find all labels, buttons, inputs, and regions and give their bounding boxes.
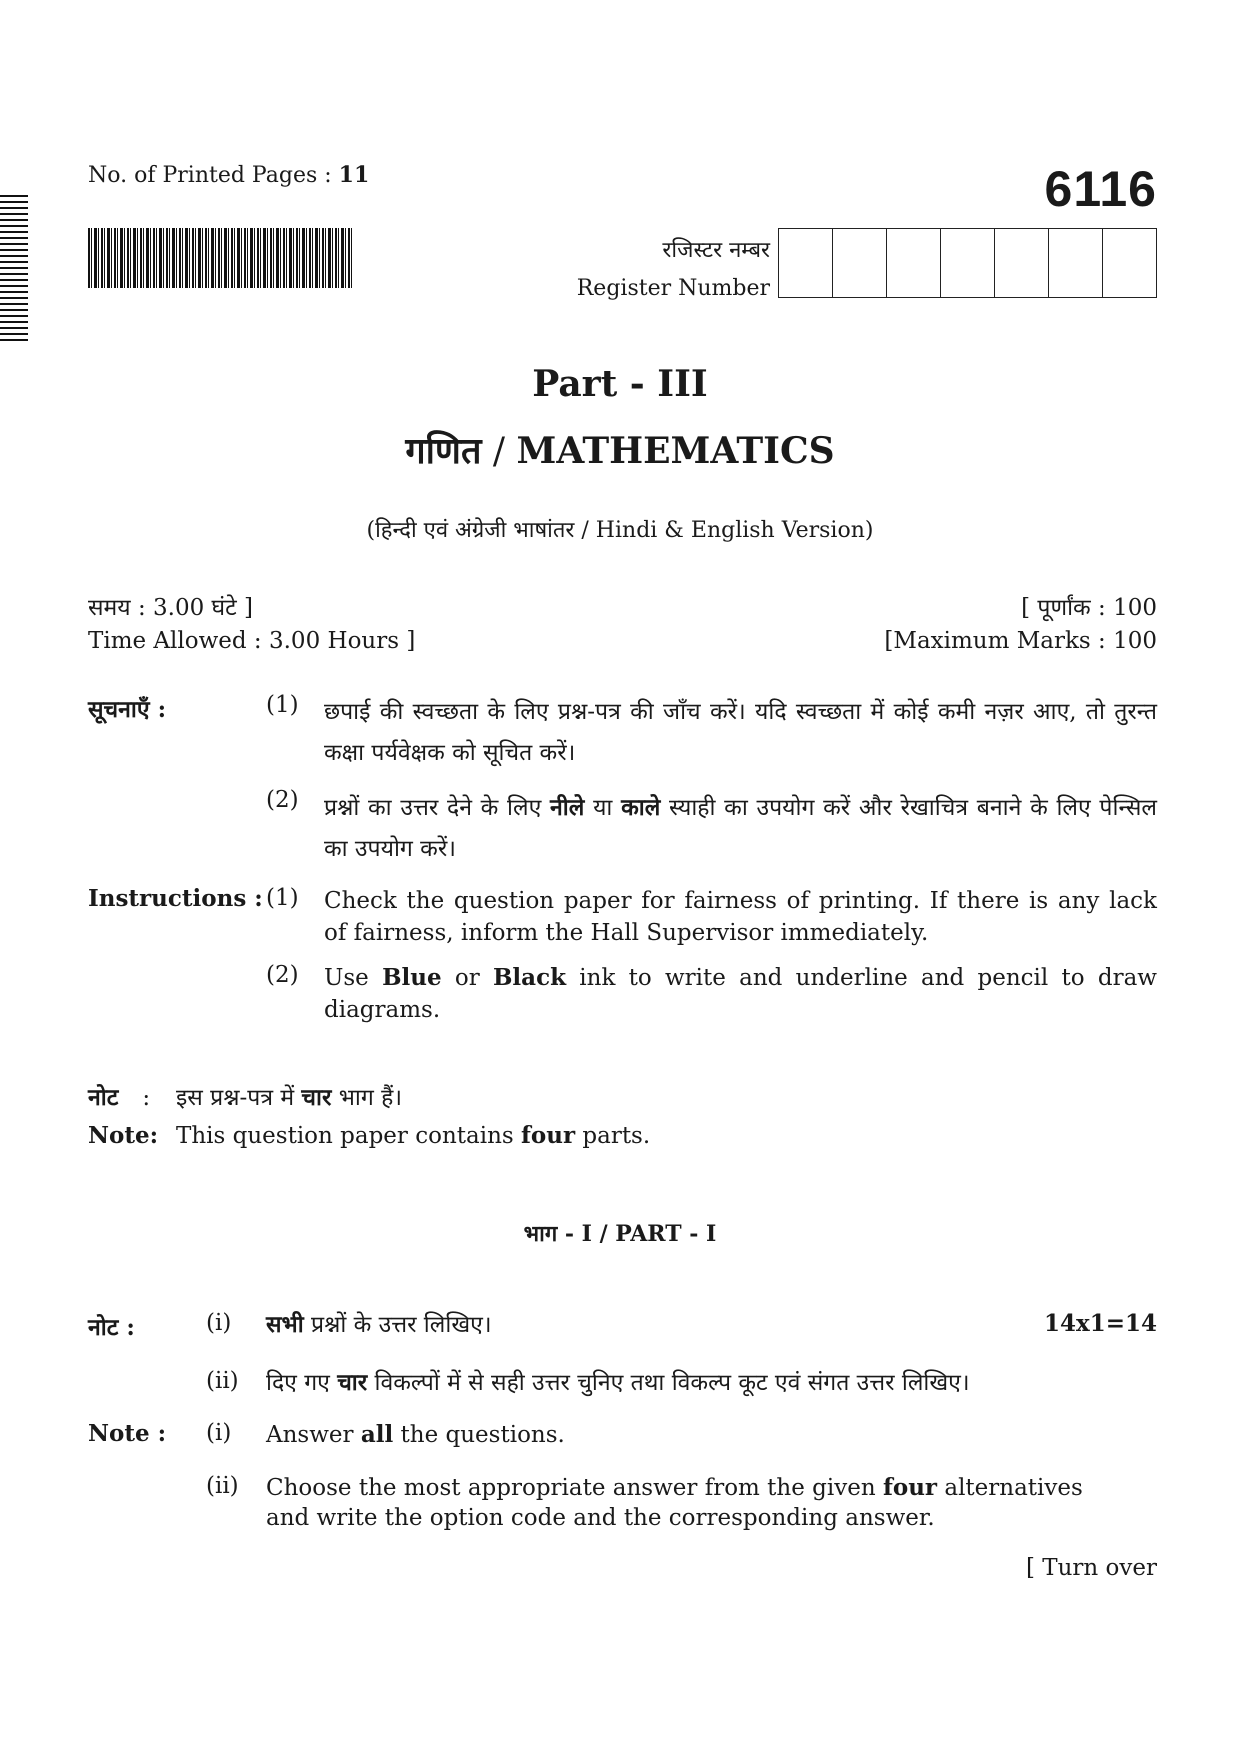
instruction-hi-1 <box>88 692 1157 782</box>
printed-pages <box>88 162 369 188</box>
section-note-en-2 <box>88 1473 1098 1537</box>
text-part: प्रश्नों का उत्तर देने के लिए <box>324 795 551 821</box>
part-title: Part - III <box>532 363 708 405</box>
text-part: Use <box>324 965 383 991</box>
text-part: This question paper contains <box>176 1123 521 1149</box>
text-part: or <box>441 965 493 991</box>
text-part: Answer <box>266 1422 361 1448</box>
instruction-text <box>324 962 1157 1026</box>
section-note-hi-1 <box>88 1310 1157 1342</box>
turn-over: [ Turn over <box>1025 1555 1157 1581</box>
register-label <box>577 232 770 308</box>
version-line: (हिन्दी एवं अंग्रेजी भाषांतर / Hindi & English Version) <box>366 518 874 543</box>
instruction-number: (1) <box>266 885 299 911</box>
section-note-en-1 <box>88 1420 1157 1452</box>
emphasis: सभी <box>266 1311 304 1338</box>
section-note-label-hindi: नोट : <box>88 1314 135 1341</box>
instruction-text: छपाई की स्वच्छता के लिए प्रश्न-पत्र की जाँच करें। यदि स्वच्छता में कोई कमी नज़र आए, तो तुरन्त कक्षा पर्यवेक्षक को सूचित करें। <box>324 699 1157 766</box>
instruction-hi-2 <box>88 787 1157 877</box>
section-note-number: (ii) <box>206 1473 239 1499</box>
note-colon: : <box>142 1085 151 1111</box>
emphasis: नीले <box>550 794 585 821</box>
register-digit-box[interactable] <box>887 229 941 297</box>
text-part: parts. <box>575 1123 651 1149</box>
register-digit-box[interactable] <box>779 229 833 297</box>
section-heading: भाग - I / PART - I <box>523 1221 717 1247</box>
text-part: दिए गए <box>266 1370 338 1396</box>
emphasis: चार <box>337 1369 368 1396</box>
section-note-text <box>266 1473 1098 1533</box>
time-hindi: समय : 3.00 घंटे ] <box>88 595 254 621</box>
register-digit-box[interactable] <box>941 229 995 297</box>
register-number-boxes <box>778 228 1157 298</box>
text-part: प्रश्नों के उत्तर लिखिए। <box>303 1312 492 1338</box>
emphasis: four <box>882 1474 938 1501</box>
instruction-text <box>324 787 1157 870</box>
section-note-number: (ii) <box>206 1368 239 1394</box>
subject-hindi: गणित <box>405 430 482 472</box>
emphasis: Black <box>492 964 567 991</box>
emphasis: four <box>521 1122 576 1149</box>
text-part: विकल्पों में से सही उत्तर चुनिए तथा विकल्प कूट एवं संगत उत्तर लिखिए। <box>367 1370 970 1396</box>
emphasis: Blue <box>382 964 442 991</box>
subject-title <box>0 425 1240 474</box>
note-label-english: Note: <box>88 1122 159 1149</box>
section-note-hi-2 <box>88 1368 1157 1400</box>
section-note-text <box>266 1368 1157 1398</box>
barcode <box>88 228 354 288</box>
note-text-hindi <box>176 1080 402 1112</box>
emphasis: all <box>360 1421 394 1448</box>
section-note-number: (i) <box>206 1310 232 1336</box>
note-label-hindi <box>88 1080 150 1112</box>
text-part: Choose the most appropriate answer from the given <box>266 1475 883 1501</box>
text-part: alternatives and write the option code and the corresponding answer. <box>266 1475 1083 1531</box>
instruction-text: Check the question paper for fairness of printing. If there is any lack of fairness, inform the Hall Supervisor immediately. <box>324 888 1157 946</box>
paper-code: 6116 <box>1044 161 1157 217</box>
register-digit-box[interactable] <box>1049 229 1103 297</box>
instruction-number: (1) <box>266 692 299 718</box>
instruction-number: (2) <box>266 787 299 813</box>
register-digit-box[interactable] <box>833 229 887 297</box>
section-note-text <box>266 1310 1157 1340</box>
text-part: the questions. <box>393 1422 565 1448</box>
emphasis: काले <box>621 794 661 821</box>
register-label-hindi: रजिस्टर नम्बर <box>662 238 770 263</box>
printed-pages-value: 11 <box>338 162 370 188</box>
note-text-english <box>176 1122 650 1149</box>
subject-english: MATHEMATICS <box>516 430 835 472</box>
register-digit-box[interactable] <box>1103 229 1156 297</box>
section-note-text <box>266 1420 1157 1450</box>
text-part: स्याही का उपयोग करें और रेखाचित्र बनाने के लिए पेन्सिल का उपयोग करें। <box>324 795 1157 862</box>
marks-allocation: 14x1=14 <box>1043 1310 1157 1337</box>
register-digit-box[interactable] <box>995 229 1049 297</box>
emphasis: चार <box>301 1084 332 1111</box>
instructions-label-english: Instructions : <box>88 885 263 912</box>
text-part: ink to write and underline and pencil to draw diagrams. <box>324 965 1157 1023</box>
section-note-number: (i) <box>206 1420 232 1446</box>
register-label-english: Register Number <box>576 276 770 301</box>
subject-separator: / <box>481 431 517 472</box>
printed-pages-label: No. of Printed Pages : <box>88 163 339 188</box>
text-part: इस प्रश्न-पत्र में <box>176 1085 302 1111</box>
marks-english: [Maximum Marks : 100 <box>884 628 1157 654</box>
section-note-label-english: Note : <box>88 1420 167 1447</box>
text-part: भाग हैं। <box>331 1085 403 1111</box>
marks-hindi: [ पूर्णांक : 100 <box>1021 595 1157 621</box>
instruction-number: (2) <box>266 962 299 988</box>
instruction-en-1 <box>88 885 1157 955</box>
text-part: या <box>584 795 622 821</box>
note-label-text: नोट <box>88 1084 119 1111</box>
time-english: Time Allowed : 3.00 Hours ] <box>88 628 416 654</box>
instructions-label-hindi: सूचनाएँ : <box>88 696 167 723</box>
instruction-en-2 <box>88 962 1157 1032</box>
margin-ruler <box>0 195 28 343</box>
